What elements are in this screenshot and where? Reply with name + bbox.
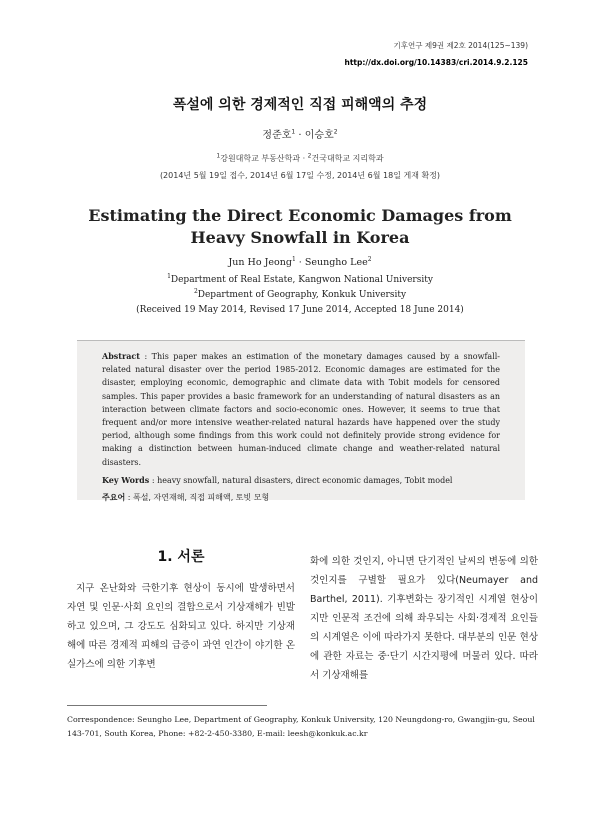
korean-aff-1: 강원대학교 부동산학과 ·	[220, 154, 308, 163]
english-author-1-sup: 1	[291, 255, 296, 263]
footnote-divider	[67, 705, 267, 706]
abstract-paragraph	[102, 350, 500, 469]
korean-keywords-line	[102, 492, 500, 503]
english-affiliation-1	[0, 275, 600, 285]
body-right-column	[310, 552, 538, 685]
korean-author-1: 정준호	[262, 130, 292, 141]
korean-authors	[0, 126, 600, 141]
korean-author-1-sup: 1	[291, 128, 296, 136]
korean-aff-2-sup: 2	[307, 152, 312, 160]
english-author-2: Seungho Lee	[304, 257, 368, 268]
korean-aff-2: 건국대학교 지리학과	[311, 154, 384, 163]
english-aff-1-sup: 1	[167, 273, 171, 280]
korean-affiliations	[0, 153, 600, 164]
english-affiliation-2	[0, 290, 600, 300]
section-title: 1. 서론	[157, 549, 205, 565]
english-title: Estimating the Direct Economic Damages from Heavy Snowfall in Korea	[88, 206, 512, 247]
keywords-label: Key Words	[102, 474, 150, 485]
korean-received-dates: (2014년 5월 19일 접수, 2014년 6월 17일 수정, 2014년 6월 18일 게재 확정)	[159, 171, 441, 180]
body-paragraph-left: 지구 온난화와 극한기후 현상이 동시에 발생하면서 자연 및 인문·사회 요인의 결합으로서 기상재해가 빈발하고 있으며, 그 강도도 심화되고 있다. 하지만 기상재해에 따른 경제적 피해의 급증이 과연 인간이 야기한 온실가스에 의한 기후변	[67, 583, 295, 670]
abstract-text: : This paper makes an estimation of the monetary damages caused by a snowfall-related natural disaster over the period 1985-2012. Economic damages are estimated for the disaster, employing economic, demographic and climate data with Tobit models for censored samples. This paper provides a basic framework for an understanding of natural disasters as an interaction between climate factors and socio-economic ones. However, it seems to true that frequent and/or more intensive weather-related natural hazards have happened over the study period, although some findings from this work could not definitely provide strong evidence for making a distinction between human-induced climate change and weather-related natural disasters.	[102, 352, 500, 467]
author-separator: ·	[295, 257, 305, 268]
english-aff-1: Department of Real Estate, Kangwon National University	[170, 275, 433, 285]
english-author-2-sup: 2	[367, 255, 372, 263]
keywords-line	[102, 475, 500, 485]
journal-citation: 기후연구 제9권 제2호 2014(125~139)	[393, 41, 528, 50]
korean-keywords-label: 주요어	[102, 492, 126, 502]
english-aff-2-sup: 2	[193, 288, 198, 295]
author-separator: ·	[295, 130, 305, 141]
english-received-dates: (Received 19 May 2014, Revised 17 June 2014, Accepted 18 June 2014)	[136, 305, 464, 315]
english-author-1: Jun Ho Jeong	[228, 257, 292, 268]
korean-keywords-text: : 폭설, 자연재해, 직접 피해액, 토빗 모형	[125, 492, 270, 502]
english-authors	[0, 257, 600, 268]
abstract-box	[77, 340, 525, 500]
abstract-label: Abstract	[102, 351, 140, 361]
doi-link[interactable]: http://dx.doi.org/10.14383/cri.2014.9.2.125	[344, 58, 528, 67]
korean-aff-1-sup: 1	[216, 152, 221, 160]
korean-author-2-sup: 2	[333, 128, 338, 136]
korean-title: 폭설에 의한 경제적인 직접 피해액의 추정	[172, 97, 428, 113]
english-aff-2: Department of Geography, Konkuk University	[197, 290, 407, 300]
keywords-text: : heavy snowfall, natural disasters, direct economic damages, Tobit model	[149, 475, 453, 485]
korean-author-2: 이승호	[304, 130, 334, 141]
correspondence-footnote: Correspondence: Seungho Lee, Department of Geography, Konkuk University, 120 Neungdong-ro, Gwangjin-gu, Seoul 143-701, South Korea, Phone: +82-2-450-3380, E-mail: leesh@konkuk.ac.kr	[67, 715, 535, 738]
body-left-column	[67, 548, 295, 674]
body-paragraph-right: 화에 의한 것인지, 아니면 단기적인 날씨의 변동에 의한 것인지를 구별할 필요가 있다(Neumayer and Barthel, 2011). 기후변화는 장기적인 시계열 현상이지만 인문적 조건에 의해 좌우되는 사회·경제적 요인들의 시계열은 이에 따라가지 못한다. 대부분의 인문 현상에 관한 자료는 중·단기 시간지평에 머물러 있다. 따라서 기상재해를	[310, 556, 538, 681]
